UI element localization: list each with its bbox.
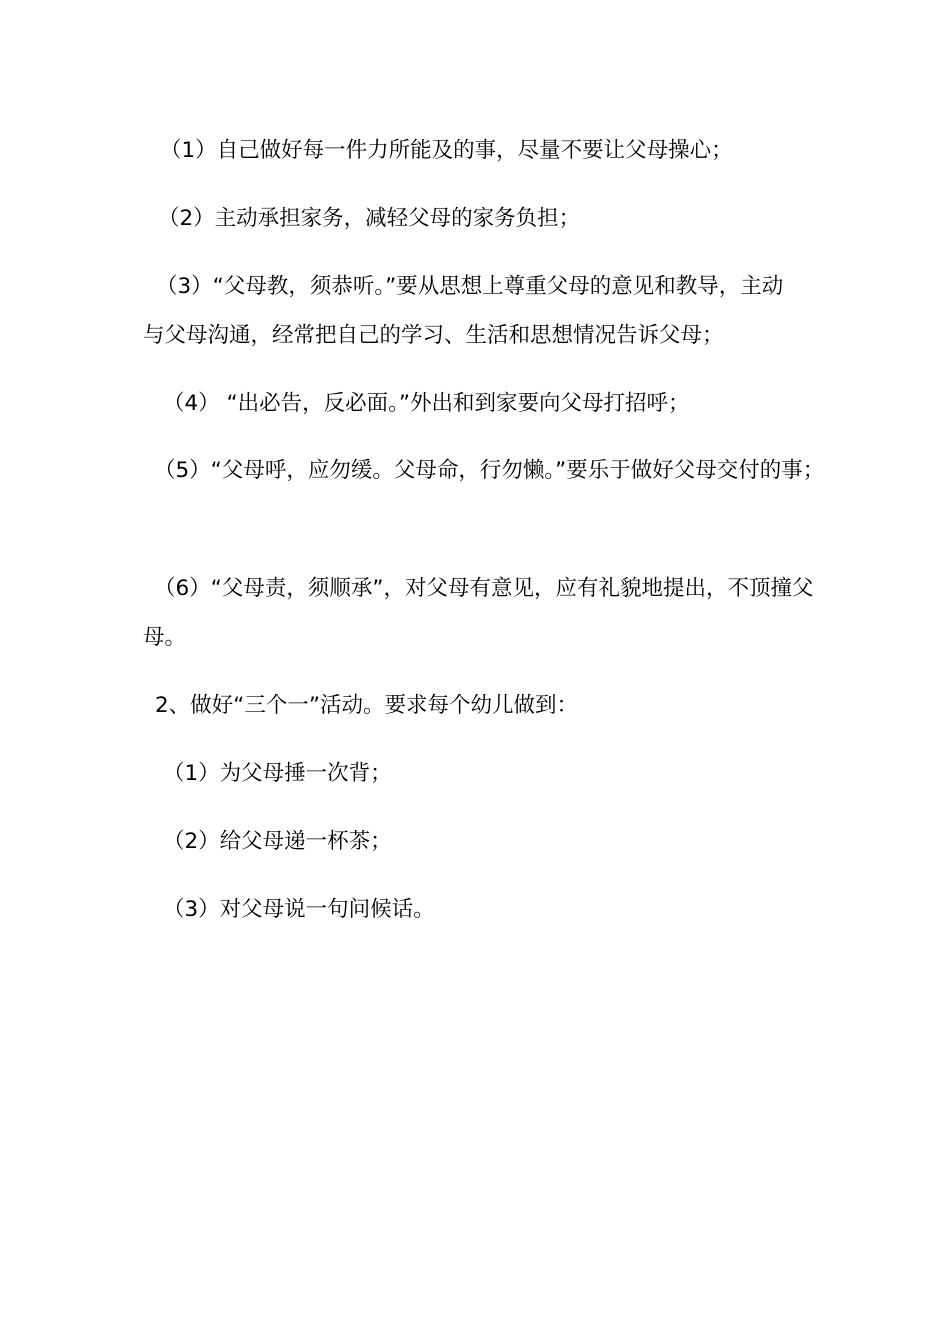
sub-item-1-line: （1）为父母捶一次背； <box>163 761 392 786</box>
item-3-continuation: 与父母沟通，经常把自己的学习、生活和思想情况告诉父母； <box>143 323 724 348</box>
item-1-line: （1）自己做好每一件力所能及的事，尽量不要让父母操心； <box>160 138 733 163</box>
item-2-line: （2）主动承担家务，减轻父母的家务负担； <box>158 206 581 231</box>
section-2-heading: 2、做好“三个一”活动。要求每个幼儿做到： <box>155 693 578 718</box>
item-4-line: （4） “出必告，反必面。”外出和到家要向父母打招呼； <box>163 391 690 416</box>
sub-item-3-line: （3）对父母说一句问候话。 <box>163 897 435 922</box>
item-6-continuation: 母。 <box>143 625 187 650</box>
item-5-line: （5）“父母呼，应勿缓。父母命，行勿懒。”要乐于做好父母交付的事； <box>154 458 825 483</box>
item-6-line: （6）“父母责，须顺承”，对父母有意见，应有礼貌地提出，不顶撞父 <box>154 576 814 601</box>
item-3-line: （3）“父母教，须恭听。”要从思想上尊重父母的意见和教导，主动 <box>156 274 784 299</box>
sub-item-2-line: （2）给父母递一杯茶； <box>163 829 392 854</box>
